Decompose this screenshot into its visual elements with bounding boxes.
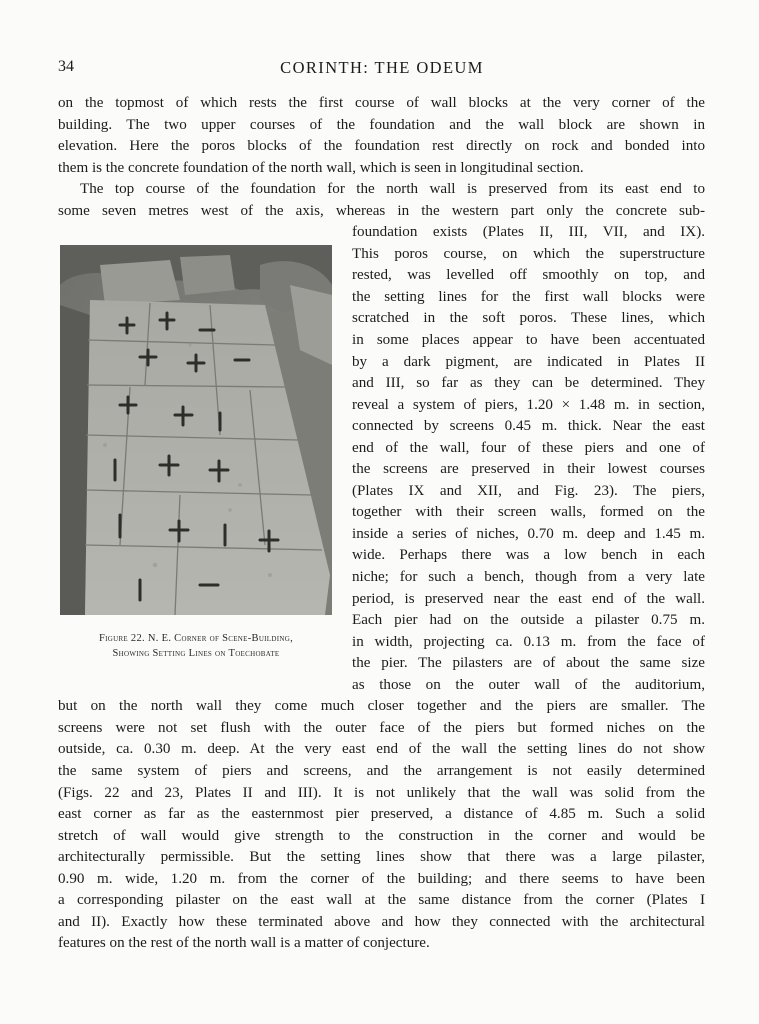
text-line: the pier. The pilasters are of about the same size [352,655,705,672]
text-line: but on the north wall they come much closer together and the piers are smaller. The [58,698,705,715]
text-line: (Figs. 22 and 23, Plates II and III). It is not unlikely that the wall was solid from the [58,784,705,801]
text-line: together with their screen walls, formed on the [352,504,705,521]
paragraph-2 [58,179,705,955]
text-line: the screens are preserved in their lowest courses [352,461,705,478]
text-line: and II). Exactly how these terminated above and how they connected with the architectural [58,913,705,930]
text-line: by a dark pigment, are indicated in Plates II [352,353,705,370]
caption-line-1: Figure 22. N. E. Corner of Scene-Building, [98,633,294,644]
text-line: outside, ca. 0.30 m. deep. At the very east end of the wall the setting lines do not show [58,741,705,758]
text-line: stretch of wall would give strength to the construction in the corner and would be [58,827,705,844]
text-line: architecturally permissible. But the setting lines show that there was a large pilaster, [58,849,705,866]
text-line: The top course of the foundation for the north wall is preserved from its east end to [80,181,705,198]
text-line: 0.90 m. wide, 1.20 m. from the corner of the building; and there seems to have been [58,870,705,887]
text-line: foundation exists (Plates II, III, VII, and IX). [352,224,705,241]
text-line: connected by screens 0.45 m. thick. Near the east [352,418,705,435]
text-line: (Plates IX and XII, and Fig. 23). The piers, [352,482,705,499]
text-line: scratched in the soft poros. These lines, which [352,310,705,327]
text-line: niche; for such a bench, though from a very late [352,569,705,586]
text-line: the setting lines for the first wall blocks were [352,288,705,305]
text-line: inside a series of niches, 0.70 m. deep and 1.45 m. [352,525,705,542]
text-line: in some places appear to have been accentuated [352,332,705,349]
text-line: end of the wall, four of these piers and one of [352,439,705,456]
text-line: rested, was levelled off smoothly on top, and [352,267,705,284]
text-line: screens were not set flush with the outer face of the piers but formed niches on the [58,719,705,736]
text-line: building. The two upper courses of the foundation and the wall block are shown in [58,116,705,133]
body-text [58,93,705,955]
text-line: elevation. Here the poros blocks of the foundation rest directly on rock and bonded into [58,138,705,155]
text-line: them is the concrete foundation of the north wall, which is seen in longitudinal section. [58,159,584,176]
text-line: a corresponding pilaster on the east wall at the same distance from the corner (Plates I [58,892,705,909]
page-header [58,58,706,82]
text-line: as those on the outer wall of the auditorium, [352,676,705,693]
text-line: the same system of piers and screens, and the arrangement is not easily determined [58,762,705,779]
caption-line-2: Showing Setting Lines on Toechobate [112,648,280,659]
text-line: on the topmost of which rests the first course of wall blocks at the very corner of the [58,95,705,111]
running-title: CORINTH: THE ODEUM [280,58,484,77]
text-line: period, is preserved near the east end of the wall. [352,590,705,607]
text-line: This poros course, on which the superstructure [352,245,705,262]
text-line: and III, so far as they can be determined. They [352,375,705,392]
text-line: east corner as far as the easternmost pier preserved, a distance of 4.85 m. Such a solid [58,806,705,823]
text-line: reveal a system of piers, 1.20 × 1.48 m. in section, [352,396,705,413]
text-line: features on the rest of the north wall is a matter of conjecture. [58,935,430,952]
text-line: wide. Perhaps there was a low bench in each [352,547,705,564]
page-number: 34 [58,58,74,75]
text-line: some seven metres west of the axis, whereas in the western part only the concrete sub- [58,202,705,219]
paragraph-1 [58,93,705,179]
text-line: in width, projecting ca. 0.13 m. from the face of [352,633,705,650]
text-line: Each pier had on the outside a pilaster 0.75 m. [352,612,705,629]
